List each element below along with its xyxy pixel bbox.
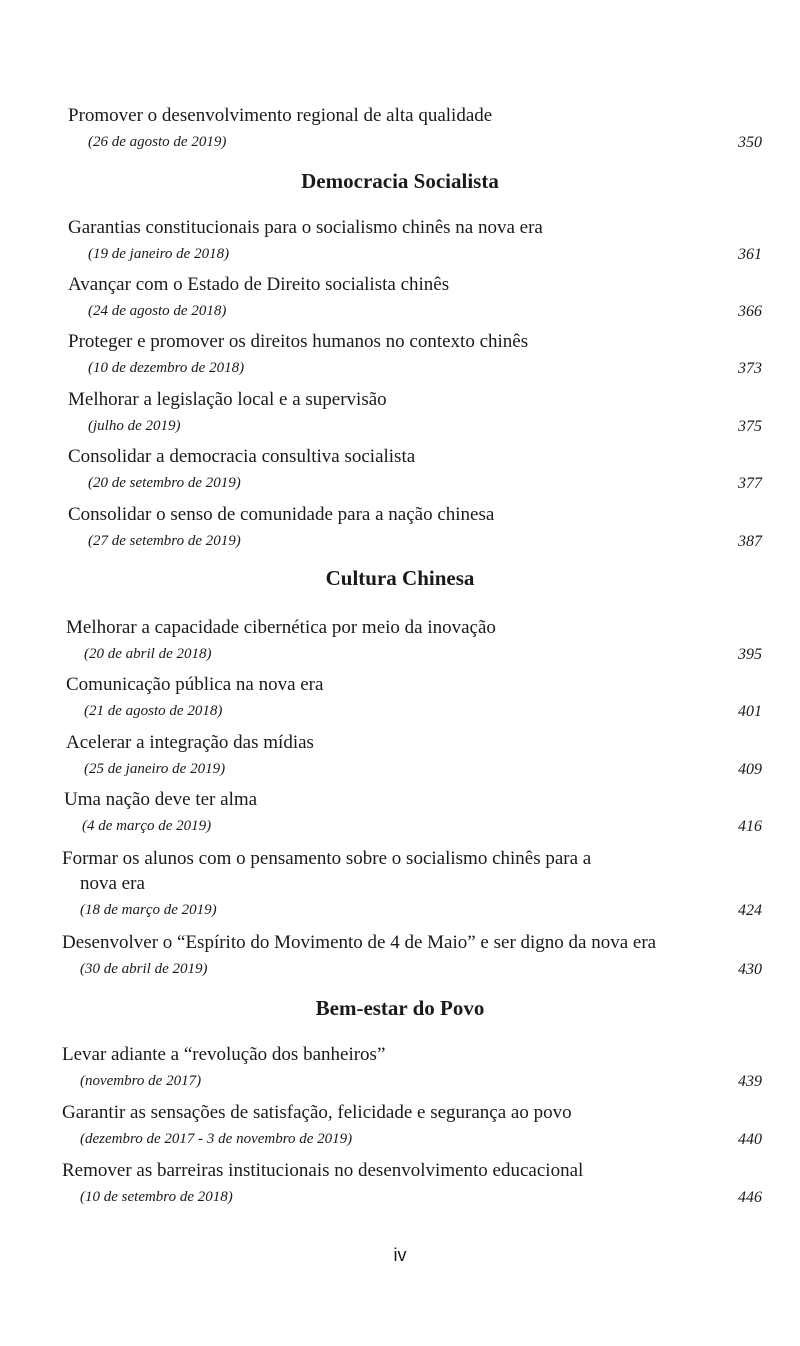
entry-date: (4 de março de 2019) xyxy=(82,818,212,834)
entry-page: 373 xyxy=(738,360,762,377)
entry-title: Proteger e promover os direitos humanos no contexto chinês xyxy=(68,331,529,352)
entry-page: 430 xyxy=(738,961,762,978)
entry-title: Remover as barreiras institucionais no desenvolvimento educacional xyxy=(62,1160,584,1181)
entry-page: 366 xyxy=(738,303,762,320)
entry-title-continuation: nova era xyxy=(80,873,145,894)
entry-page: 424 xyxy=(738,902,762,919)
page-number: iv xyxy=(393,1245,407,1265)
entry-title: Comunicação pública na nova era xyxy=(66,674,324,695)
entry-page: 401 xyxy=(738,703,762,720)
entry-date: (20 de setembro de 2019) xyxy=(88,475,241,491)
entry-title: Avançar com o Estado de Direito socialista chinês xyxy=(68,274,450,295)
entry-page: 375 xyxy=(738,418,762,435)
entry-date: (30 de abril de 2019) xyxy=(80,961,208,977)
entry-title: Desenvolver o “Espírito do Movimento de 4 de Maio” e ser digno da nova era xyxy=(62,932,657,953)
entry-title: Consolidar o senso de comunidade para a nação chinesa xyxy=(68,504,495,525)
entry-date: (novembro de 2017) xyxy=(80,1073,202,1089)
entry-title: Garantir as sensações de satisfação, felicidade e segurança ao povo xyxy=(62,1102,572,1123)
entry-date: (18 de março de 2019) xyxy=(80,902,217,918)
entry-date: (10 de dezembro de 2018) xyxy=(88,360,245,376)
entry-date: (10 de setembro de 2018) xyxy=(80,1189,233,1205)
section-heading: Bem-estar do Povo xyxy=(315,996,485,1020)
entry-page: 387 xyxy=(738,533,762,550)
entry-page: 409 xyxy=(738,761,762,778)
entry-page: 395 xyxy=(738,646,762,663)
entry-title: Garantias constitucionais para o socialismo chinês na nova era xyxy=(68,217,543,238)
entry-title: Melhorar a capacidade cibernética por meio da inovação xyxy=(66,617,496,638)
entry-page: 350 xyxy=(738,134,762,151)
entry-date: (27 de setembro de 2019) xyxy=(88,533,241,549)
entry-page: 361 xyxy=(738,246,762,263)
entry-title: Melhorar a legislação local e a supervisão xyxy=(68,389,387,410)
entry-title: Formar os alunos com o pensamento sobre o socialismo chinês para a xyxy=(62,848,592,869)
entry-date: (dezembro de 2017 - 3 de novembro de 2019) xyxy=(80,1131,353,1147)
entry-date: (19 de janeiro de 2018) xyxy=(88,246,230,262)
entry-date: (26 de agosto de 2019) xyxy=(88,134,227,150)
section-heading: Democracia Socialista xyxy=(301,169,499,193)
entry-page: 446 xyxy=(738,1189,762,1206)
entry-title: Consolidar a democracia consultiva socialista xyxy=(68,446,416,467)
entry-date: (24 de agosto de 2018) xyxy=(88,303,227,319)
entry-date: (21 de agosto de 2018) xyxy=(84,703,223,719)
entry-date: (25 de janeiro de 2019) xyxy=(84,761,226,777)
entry-title: Promover o desenvolvimento regional de alta qualidade xyxy=(68,105,493,126)
entry-date: (julho de 2019) xyxy=(88,418,181,434)
entry-page: 416 xyxy=(738,818,762,835)
entry-title: Uma nação deve ter alma xyxy=(64,789,258,810)
section-heading: Cultura Chinesa xyxy=(325,566,475,590)
entry-page: 439 xyxy=(738,1073,762,1090)
entry-date: (20 de abril de 2018) xyxy=(84,646,212,662)
entry-page: 440 xyxy=(738,1131,762,1148)
entry-title: Levar adiante a “revolução dos banheiros” xyxy=(62,1044,386,1065)
entry-title: Acelerar a integração das mídias xyxy=(66,732,314,753)
entry-page: 377 xyxy=(738,475,762,492)
